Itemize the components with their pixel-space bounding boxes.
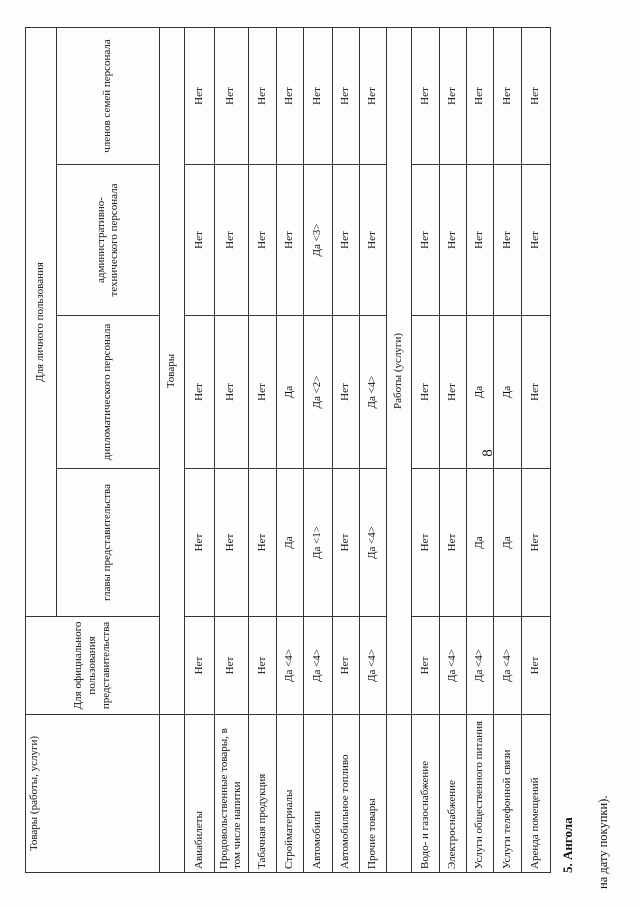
cell-value: Нет (412, 316, 439, 469)
table-row (277, 27, 304, 872)
section-blank-cell (160, 715, 185, 873)
cell-value: Нет (185, 469, 214, 617)
cell-value: Нет (248, 617, 276, 715)
cell-value: Нет (332, 617, 359, 715)
cell-value: Нет (521, 27, 550, 164)
cell-value: Да (466, 316, 493, 469)
cell-value: Нет (248, 316, 276, 469)
cell-value: Нет (439, 469, 466, 617)
row-name: Табачная продукция (248, 715, 276, 873)
cell-value: Нет (439, 316, 466, 469)
table-row (304, 27, 332, 872)
cell-value: Нет (466, 27, 493, 164)
header-diplomatic: дипломатического персонала (57, 316, 160, 469)
cell-value: Да <4> (360, 316, 387, 469)
goods-table (25, 27, 551, 873)
cell-value: Нет (332, 316, 359, 469)
cell-value: Нет (412, 469, 439, 617)
cell-value: Нет (360, 165, 387, 316)
cell-value: Нет (332, 469, 359, 617)
cell-value: Да (494, 316, 521, 469)
row-name: Электроснабжение (439, 715, 466, 873)
cell-value: Нет (521, 316, 550, 469)
section-title: 5. Ангола (560, 817, 575, 873)
cell-value: Нет (185, 165, 214, 316)
cell-value: Да (494, 469, 521, 617)
section-heading: Товары (160, 27, 185, 714)
table-row (360, 27, 387, 872)
row-name: Автомобильное топливо (332, 715, 359, 873)
row-name: Водо- и газоснабжение (412, 715, 439, 873)
table-row (466, 27, 493, 872)
cell-value: Да <1> (304, 469, 332, 617)
cell-value: Нет (214, 469, 248, 617)
cell-value: Да (277, 316, 304, 469)
section-blank-cell (387, 715, 412, 873)
section-heading: Работы (услуги) (387, 27, 412, 714)
cell-value: Нет (214, 617, 248, 715)
table-row (332, 27, 359, 872)
cell-value: Нет (521, 617, 550, 715)
cell-value: Нет (494, 165, 521, 316)
row-name: Стройматериалы (277, 715, 304, 873)
cell-value: Нет (521, 165, 550, 316)
cell-value: Нет (412, 27, 439, 164)
cell-value: Нет (277, 165, 304, 316)
table-row (185, 27, 214, 872)
header-head: главы представительства (57, 469, 160, 617)
cell-value: Нет (248, 165, 276, 316)
cell-value: Да (466, 469, 493, 617)
header-personal: Для личного пользования (26, 27, 57, 616)
cell-value: Нет (185, 27, 214, 164)
header-family: членов семей персонала (57, 27, 160, 164)
header-official: Для официального пользования представительства (26, 617, 160, 715)
cell-value: Нет (521, 469, 550, 617)
intro-text: на дату покупки). (596, 795, 610, 889)
cell-value: Нет (439, 165, 466, 316)
table-row (214, 27, 248, 872)
table-body (26, 27, 551, 872)
cell-value: Нет (214, 316, 248, 469)
cell-value: Да <4> (360, 469, 387, 617)
rotated-content (25, 3, 615, 903)
cell-value: Нет (412, 165, 439, 316)
cell-value: Нет (412, 617, 439, 715)
cell-value: Нет (214, 27, 248, 164)
cell-value: Да <4> (494, 617, 521, 715)
table-row (248, 27, 276, 872)
table-row (521, 27, 550, 872)
cell-value: Нет (360, 27, 387, 164)
row-name: Аренда помещений (521, 715, 550, 873)
cell-value: Да (277, 469, 304, 617)
cell-value: Нет (466, 165, 493, 316)
page-number: 8 (480, 449, 496, 457)
cell-value: Да <4> (360, 617, 387, 715)
cell-value: Нет (185, 316, 214, 469)
table-row (412, 27, 439, 872)
header-admin: административно-технического персонала (57, 165, 160, 316)
cell-value: Да <4> (466, 617, 493, 715)
cell-value: Нет (248, 27, 276, 164)
table-row (494, 27, 521, 872)
cell-value: Да <4> (304, 617, 332, 715)
row-name: Прочие товары (360, 715, 387, 873)
row-name: Услуги телефонной связи (494, 715, 521, 873)
row-name: Продовольственные товары, в том числе напитки (214, 715, 248, 873)
section-row (160, 27, 185, 872)
table-row (439, 27, 466, 872)
cell-value: Нет (439, 27, 466, 164)
cell-value: Нет (494, 27, 521, 164)
row-name: Авиабилеты (185, 715, 214, 873)
cell-value: Нет (248, 469, 276, 617)
cell-value: Нет (304, 27, 332, 164)
cell-value: Нет (185, 617, 214, 715)
row-name: Услуги общественного питания (466, 715, 493, 873)
cell-value: Нет (277, 27, 304, 164)
section-row (387, 27, 412, 872)
cell-value: Да <4> (439, 617, 466, 715)
cell-value: Да <2> (304, 316, 332, 469)
cell-value: Нет (332, 27, 359, 164)
cell-value: Да <4> (277, 617, 304, 715)
cell-value: Да <3> (304, 165, 332, 316)
header-goods: Товары (работы, услуги) (26, 715, 160, 873)
row-name: Автомобили (304, 715, 332, 873)
cell-value: Нет (332, 165, 359, 316)
cell-value: Нет (214, 165, 248, 316)
